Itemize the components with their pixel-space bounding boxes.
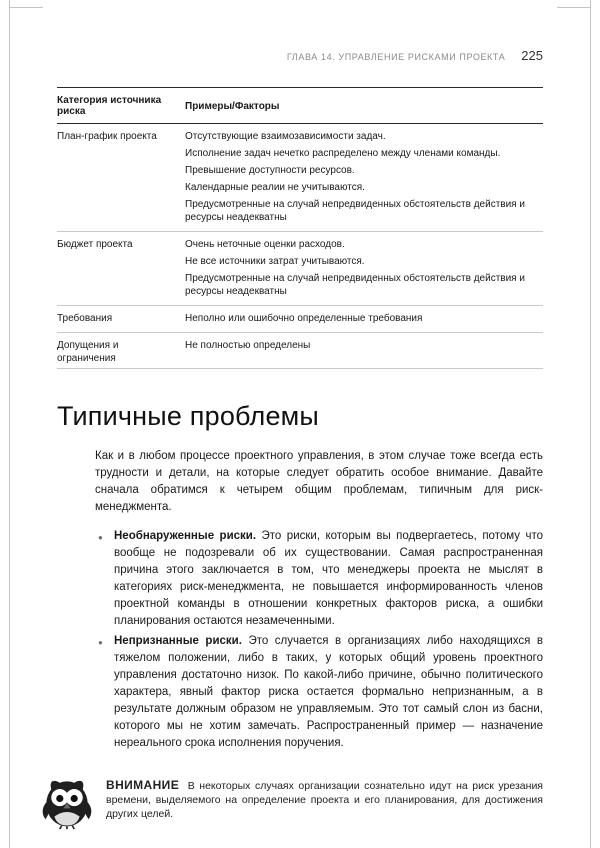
example-line: Очень неточные оценки расходов. bbox=[185, 239, 345, 250]
example-line: Предусмотренные на случай непредвиденных обстоятельств действия и ресурсы неадекватны bbox=[185, 199, 525, 223]
bullet-text: Это риски, которым вы подвергаетесь, потому что вообще не подозревали об их существовании. Самая распространенная причина этого заключается в том, что менеджеры проекта не мыслят в категориях риск-менеджмента, не повышается информированность членов проектной команды в отношении конкретных факторов риска, а ошибки планирования остаются незамеченными. bbox=[114, 530, 543, 627]
owl-icon bbox=[38, 776, 96, 830]
problems-list bbox=[95, 528, 543, 752]
column-header-category: Категория источника риска bbox=[57, 88, 185, 124]
example-line: Календарные реалии не учитываются. bbox=[185, 182, 365, 193]
examples-cell bbox=[185, 306, 543, 333]
bullet-icon: ● bbox=[98, 638, 103, 647]
category-cell: Бюджет проекта bbox=[57, 232, 185, 306]
table-header-row bbox=[57, 88, 543, 124]
warning-note bbox=[38, 774, 543, 830]
example-line: Неполно или ошибочно определенные требования bbox=[185, 313, 423, 324]
page-edge-line-right bbox=[590, 0, 591, 848]
list-item bbox=[95, 528, 543, 630]
bullet-lead: Непризнанные риски. bbox=[114, 635, 242, 647]
chapter-title: ГЛАВА 14. УПРАВЛЕНИЕ РИСКАМИ ПРОЕКТА bbox=[286, 52, 506, 62]
list-item bbox=[95, 633, 543, 752]
running-header bbox=[57, 48, 543, 63]
examples-cell bbox=[185, 232, 543, 306]
bullet-icon: ● bbox=[98, 533, 103, 542]
example-line: Предусмотренные на случай непредвиденных обстоятельств действия и ресурсы неадекватны bbox=[185, 273, 525, 297]
page-number: 225 bbox=[521, 48, 543, 63]
warning-paragraph bbox=[106, 778, 543, 821]
table-row bbox=[57, 333, 543, 369]
warning-text: В некоторых случаях организации сознательно идут на риск урезания времени, выделяемого на определение проекта и его планирования, для достижения других целей. bbox=[106, 780, 543, 820]
category-cell: План-график проекта bbox=[57, 124, 185, 232]
trim-mark-top-right bbox=[557, 7, 591, 8]
example-line: Превышение доступности ресурсов. bbox=[185, 165, 355, 176]
table-row bbox=[57, 306, 543, 333]
table-row bbox=[57, 232, 543, 306]
example-line: Не все источники затрат учитываются. bbox=[185, 256, 365, 267]
column-header-examples: Примеры/Факторы bbox=[185, 88, 543, 124]
example-line: Отсутствующие взаимозависимости задач. bbox=[185, 131, 386, 142]
example-line: Не полностью определены bbox=[185, 340, 311, 351]
examples-cell bbox=[185, 124, 543, 232]
category-cell: Допущения и ограничения bbox=[57, 333, 185, 369]
intro-paragraph: Как и в любом процессе проектного управления, в этом случае тоже всегда есть трудности и детали, на которые следует обратить особое внимание. Давайте сначала обратимся к четырем общим проблемам, типичным для риск-менеджмента. bbox=[95, 450, 543, 513]
bullet-text: Это случается в организациях либо находящихся в тяжелом положении, либо в таких, у которых общий уровень проектного управления достаточно низок. По какой-либо причине, обычно политического характера, явный фактор риска остается формально непризнанным, а в результате должным образом не управляемым. Это тот самый слон из басни, которого мы не хотим замечать. Распространенный пример — назначение нереального срока исполнения поручения. bbox=[114, 635, 543, 749]
example-line: Исполнение задач нечетко распределено между членами команды. bbox=[185, 148, 501, 159]
category-cell: Требования bbox=[57, 306, 185, 333]
warning-label: ВНИМАНИЕ bbox=[106, 778, 180, 792]
table-row bbox=[57, 124, 543, 232]
bullet-lead: Необнаруженные риски. bbox=[114, 530, 257, 542]
section-title: Типичные проблемы bbox=[57, 401, 320, 431]
risk-sources-table bbox=[57, 87, 543, 369]
examples-cell bbox=[185, 333, 543, 369]
trim-mark-top-left bbox=[9, 7, 43, 8]
page-edge-line-left bbox=[9, 0, 10, 848]
